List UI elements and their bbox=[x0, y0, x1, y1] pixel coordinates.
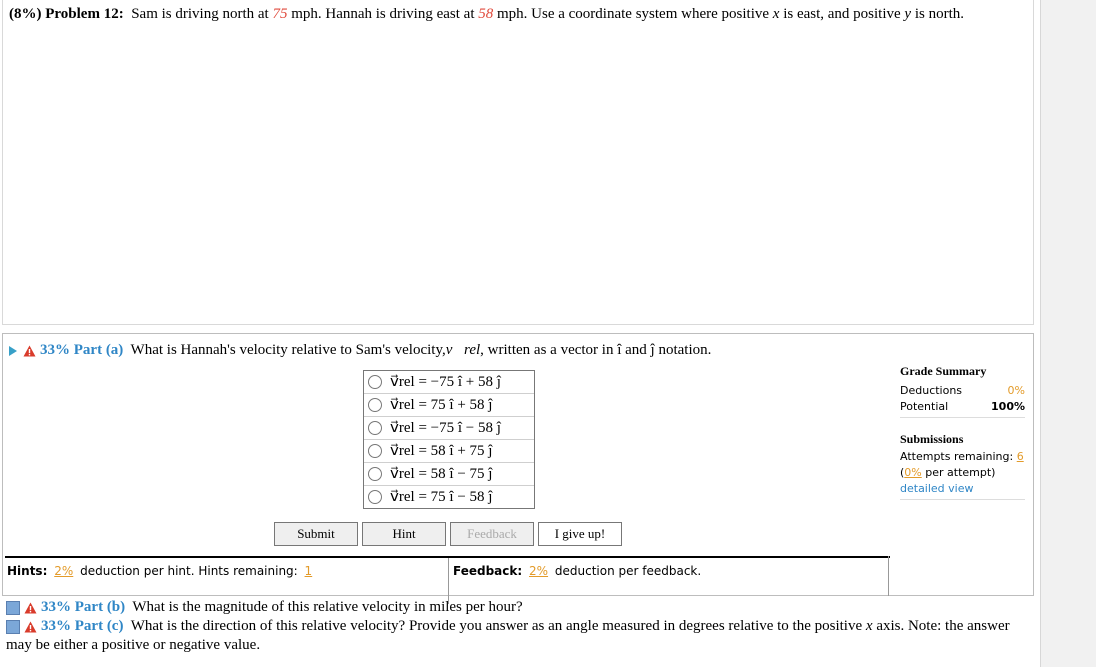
grade-summary-title: Grade Summary bbox=[900, 364, 987, 378]
part-a-label: 33% Part (a) bbox=[40, 342, 124, 358]
divider bbox=[888, 556, 889, 596]
per-attempt-pct: 0% bbox=[904, 466, 922, 479]
other-parts bbox=[6, 598, 1026, 655]
grade-summary: Grade Summary Deductions 0% Potential 100% Submissions Attempts remaining: 6 ( 0% per attempt) detailed view bbox=[900, 364, 1025, 500]
feedback-pct: 2% bbox=[529, 564, 549, 578]
choice-option[interactable] bbox=[364, 440, 534, 463]
problem-text-4: is east, and positive bbox=[783, 6, 901, 22]
problem-text-1: Sam is driving north at bbox=[131, 6, 269, 22]
var-x: x bbox=[772, 6, 780, 22]
part-b-label: 33% Part (b) bbox=[41, 599, 126, 615]
feedback-button[interactable]: Feedback bbox=[450, 522, 534, 546]
expand-triangle-icon[interactable] bbox=[9, 346, 17, 356]
part-b-question: What is the magnitude of this relative velocity in miles per hour? bbox=[132, 599, 523, 615]
part-c-question: What is the direction of this relative velocity? Provide you answer as an angle measured in degrees relative to the positive bbox=[130, 618, 863, 634]
radio-button[interactable] bbox=[368, 467, 382, 481]
deductions-label: Deductions bbox=[900, 384, 963, 397]
problem-header: (8%) Problem 12: bbox=[9, 6, 124, 22]
problem-text-3: mph. Use a coordinate system where positive bbox=[497, 6, 770, 22]
radio-button[interactable] bbox=[368, 375, 382, 389]
submissions-title: Submissions bbox=[900, 432, 964, 446]
warning-icon bbox=[24, 602, 37, 614]
part-b-row[interactable] bbox=[6, 598, 1026, 617]
radio-button[interactable] bbox=[368, 398, 382, 412]
part-a-header bbox=[9, 341, 711, 359]
var-y: y bbox=[904, 6, 912, 22]
vrel-symbol: v⃗rel bbox=[445, 342, 481, 358]
window-background bbox=[1040, 0, 1096, 667]
hints-feedback-row bbox=[5, 556, 890, 598]
feedback-text: deduction per feedback. bbox=[554, 564, 702, 578]
divider bbox=[900, 499, 1025, 500]
part-c-question-tail: axis. Note: the answer may be either a positive or negative value. bbox=[6, 618, 1010, 653]
problem-text-2: mph. Hannah is driving east at bbox=[291, 6, 475, 22]
choice-option[interactable] bbox=[364, 394, 534, 417]
sam-speed: 75 bbox=[272, 6, 288, 22]
choice-label: v⃗rel = 75 î − 58 ĵ bbox=[390, 489, 493, 505]
problem-statement-box bbox=[2, 0, 1034, 325]
radio-button[interactable] bbox=[368, 444, 382, 458]
hints-remaining: 1 bbox=[304, 564, 313, 578]
radio-button[interactable] bbox=[368, 490, 382, 504]
hints-label: Hints: bbox=[7, 564, 48, 578]
per-attempt-text: per attempt) bbox=[925, 466, 996, 479]
choice-label: v⃗rel = −75 î − 58 ĵ bbox=[390, 420, 501, 436]
choice-option[interactable] bbox=[364, 371, 534, 394]
hints-text: deduction per hint. Hints remaining: bbox=[80, 564, 298, 578]
hannah-speed: 58 bbox=[478, 6, 494, 22]
part-a-box bbox=[2, 333, 1034, 596]
choice-label: v⃗rel = 75 î + 58 ĵ bbox=[390, 397, 493, 413]
part-icon[interactable] bbox=[6, 620, 20, 634]
attempts-label: Attempts remaining: bbox=[900, 450, 1014, 463]
warning-icon bbox=[23, 345, 36, 357]
warning-icon bbox=[24, 621, 37, 633]
choice-label: v⃗rel = 58 î − 75 ĵ bbox=[390, 466, 493, 482]
choice-option[interactable] bbox=[364, 417, 534, 440]
problem-statement bbox=[9, 5, 1019, 23]
detailed-view-link[interactable]: detailed view bbox=[900, 482, 974, 495]
part-icon[interactable] bbox=[6, 601, 20, 615]
part-a-question-tail: , written as a vector in î and ĵ notation. bbox=[480, 342, 712, 358]
submit-button[interactable]: Submit bbox=[274, 522, 358, 546]
potential-value: 100% bbox=[991, 400, 1025, 413]
deductions-value: 0% bbox=[1007, 384, 1025, 397]
part-a-question: What is Hannah's velocity relative to Sam's velocity, bbox=[130, 342, 446, 358]
choice-label: v⃗rel = −75 î + 58 ĵ bbox=[390, 374, 501, 390]
choice-option[interactable] bbox=[364, 463, 534, 486]
problem-text-5: is north. bbox=[914, 6, 965, 22]
choice-label: v⃗rel = 58 î + 75 ĵ bbox=[390, 443, 493, 459]
var-x: x bbox=[865, 618, 873, 634]
choice-option[interactable] bbox=[364, 486, 534, 508]
attempts-value: 6 bbox=[1016, 450, 1024, 463]
hints-info bbox=[7, 564, 315, 578]
hint-button[interactable]: Hint bbox=[362, 522, 446, 546]
part-c-label: 33% Part (c) bbox=[41, 618, 124, 634]
answer-choices bbox=[363, 370, 535, 509]
part-c-row[interactable] bbox=[6, 617, 1026, 655]
hints-pct: 2% bbox=[54, 564, 74, 578]
give-up-button[interactable]: I give up! bbox=[538, 522, 622, 546]
potential-label: Potential bbox=[900, 400, 949, 413]
radio-button[interactable] bbox=[368, 421, 382, 435]
feedback-label: Feedback: bbox=[453, 564, 523, 578]
